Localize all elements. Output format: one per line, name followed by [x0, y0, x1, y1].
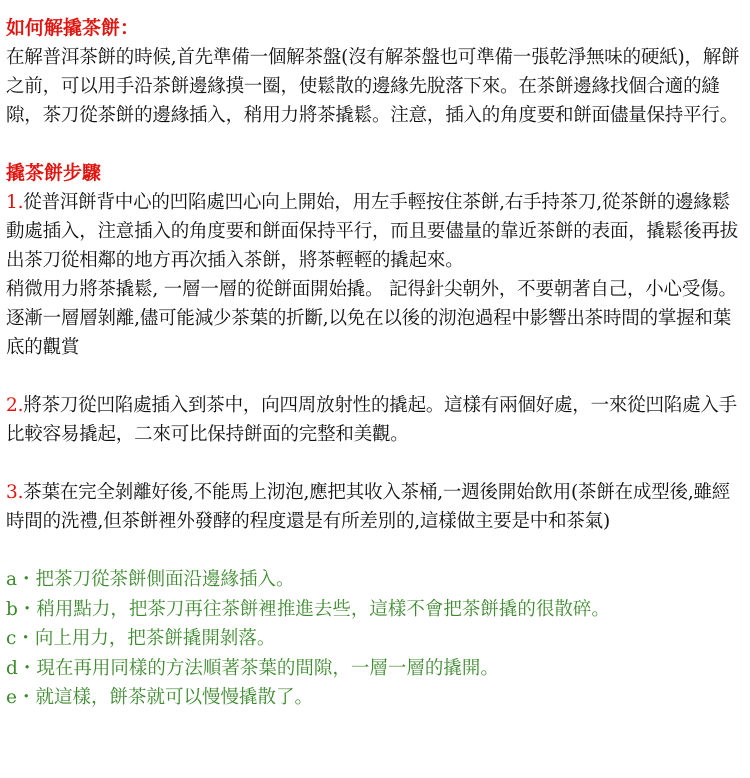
step-2 — [6, 391, 744, 449]
spacer — [6, 130, 744, 159]
spacer — [6, 449, 744, 478]
section-title-steps: 撬茶餅步驟 — [6, 162, 102, 184]
step-number: 3. — [6, 482, 24, 503]
spacer — [6, 362, 744, 391]
list-item: d・現在再用同樣的方法順著茶葉的間隙，一層一層的撬開。 — [6, 657, 499, 679]
spacer — [6, 536, 744, 565]
list-item: b・稍用點力，把茶刀再往茶餅裡推進去些，這樣不會把茶餅撬的很散碎。 — [6, 598, 610, 620]
article — [6, 14, 744, 713]
step-number: 2. — [6, 395, 24, 416]
list-item: a・把茶刀從茶餅側面沿邊緣插入。 — [6, 569, 295, 590]
step-text: 將茶刀從凹陷處插入到茶中，向四周放射性的撬起。這樣有兩個好處，一來從凹陷處入手比較容易撬起，二來可比保持餅面的完整和美觀。 — [6, 395, 737, 445]
step-text: 從普洱餅背中心的凹陷處凹心向上開始，用左手輕按住茶餅,右手持茶刀,從茶餅的邊緣鬆動處插入，注意插入的角度要和餅面保持平行，而且要儘量的靠近茶餅的表面，撬鬆後再拔出茶刀從相鄰的地方再次插入茶餅，將茶輕輕的撬起來。 — [6, 192, 739, 271]
section-title-how-to: 如何解撬茶餅： — [6, 17, 140, 39]
step-3 — [6, 478, 744, 536]
list-item: e・就這樣，餅茶就可以慢慢撬散了。 — [6, 687, 313, 708]
intro-paragraph: 在解普洱茶餅的時候,首先準備一個解茶盤(沒有解茶盤也可準備一張乾淨無味的硬紙)，解餅之前，可以用手沿茶餅邊緣摸一圈，使鬆散的邊緣先脫落下來。在茶餅邊緣找個合適的縫隙，茶刀從茶餅的邊緣插入，稍用力將茶撬鬆。注意，插入的角度要和餅面儘量保持平行。 — [6, 47, 740, 126]
step-1 — [6, 188, 744, 275]
step-1-continued: 稍微用力將茶撬鬆, 一層一層的從餅面開始撬。 記得針尖朝外，不要朝著自己，小心受傷。逐漸一層層剝離,儘可能減少茶葉的折斷,以免在以後的沏泡過程中影響出茶時間的掌握和葉底的觀賞 — [6, 279, 737, 358]
list-item: c・向上用力，把茶餅撬開剝落。 — [6, 628, 276, 649]
step-text: 茶葉在完全剝離好後,不能馬上沏泡,應把其收入茶桶,一週後開始飲用(茶餅在成型後,雖經時間的洗禮,但茶餅裡外發酵的程度還是有所差別的,這樣做主要是中和茶氣) — [6, 482, 731, 532]
tips-list — [6, 565, 744, 713]
step-number: 1. — [6, 192, 24, 213]
